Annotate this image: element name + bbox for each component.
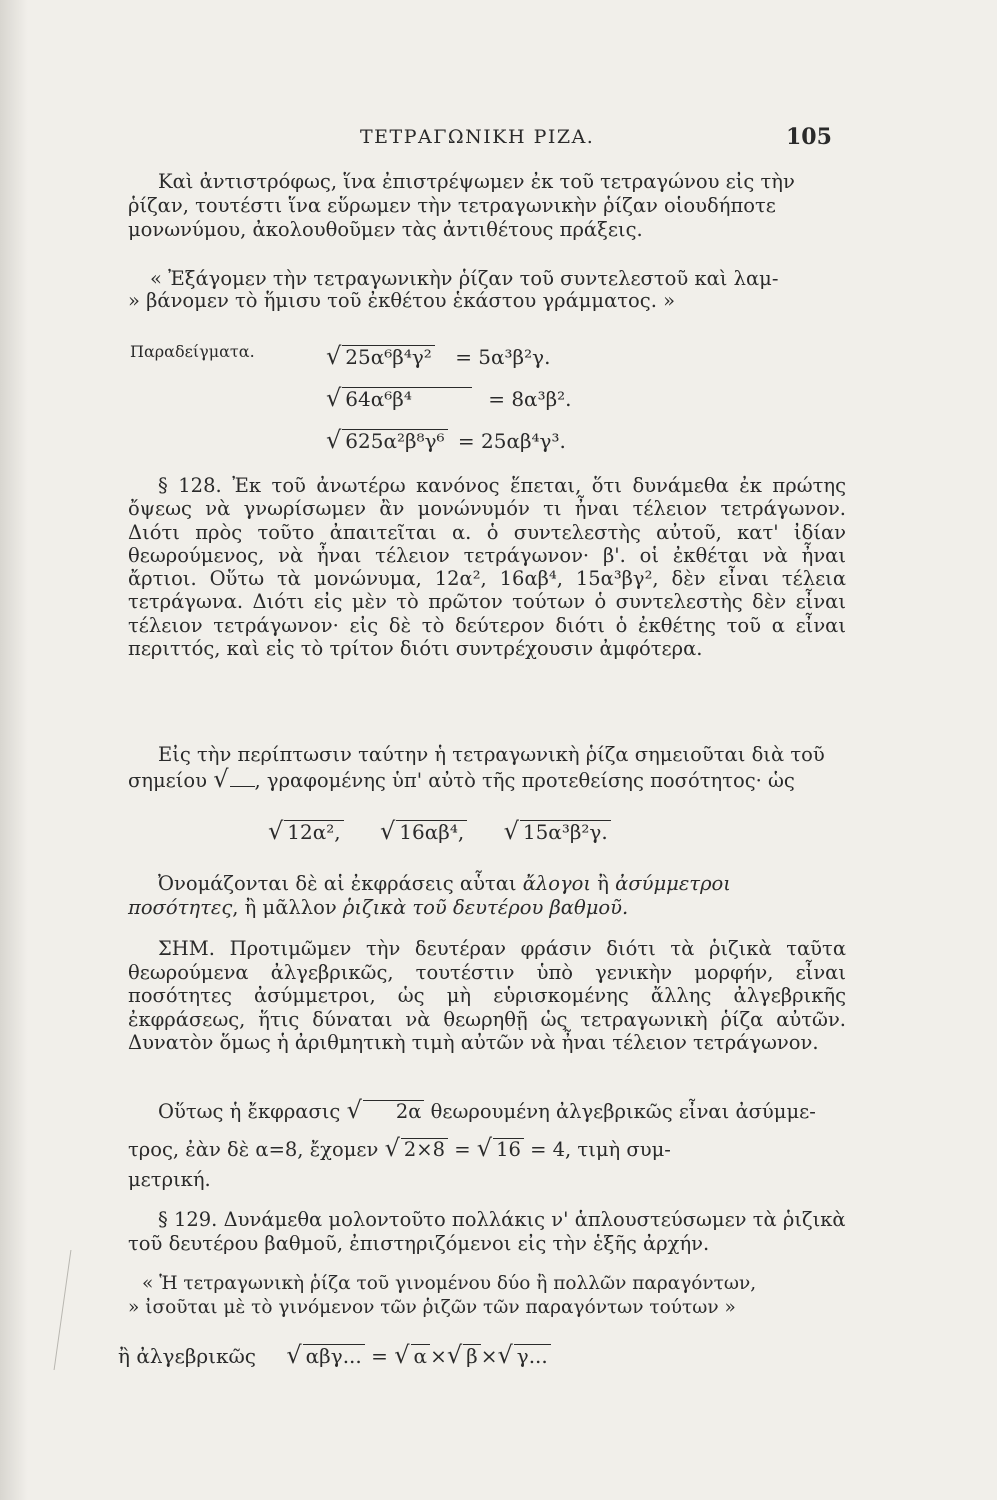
section-128-paragraph — [128, 474, 846, 660]
ex-equals: = — [454, 1138, 471, 1161]
example-1 — [326, 342, 550, 374]
examples-label: Παραδείγματα. — [130, 342, 255, 361]
ex-radicand-2x8: 2×8 — [401, 1138, 448, 1161]
times-sign: × — [480, 1344, 498, 1368]
radical-sign-paragraph — [128, 743, 846, 793]
examples-block — [130, 342, 730, 462]
term-alogoi: ἄλογοι — [522, 872, 592, 895]
radical-sign-icon: √ — [346, 1096, 362, 1124]
radical-sign-icon: √ — [326, 342, 342, 370]
alg-radicand-b: β — [463, 1344, 481, 1367]
rule-line-1: « Ἐξάγομεν τὴν τετραγωνικὴν ῥίζαν τοῦ συντελεστοῦ καὶ λαμ- — [150, 267, 779, 290]
alg-radicand-g: γ... — [514, 1344, 551, 1367]
page-header — [0, 126, 997, 156]
ex-line1-before: Οὕτως ἡ ἔκφρασις — [158, 1100, 341, 1123]
section-129-paragraph — [128, 1208, 846, 1256]
radical-sign-icon: √ — [268, 817, 284, 845]
display-radicals — [268, 817, 868, 857]
section-128 — [128, 474, 846, 660]
irrational-definition — [128, 872, 846, 920]
note-text: Προτιμῶμεν τὴν δευτέραν φράσιν διότι τὰ ῥιζικὰ ταῦτα θεωρούμενα ἀλγεβρικῶς, τουτέστιν ὑπὸ γενικὴν μορφήν, εἶναι ποσότητες ἀσύμμετροι, ὡς μὴ εὑρισκομένης ἄλλης ἀλγεβρικῆς ἐκφράσεως, ἥτις δύναται νὰ θεωρηθῇ ὡς τετραγωνικὴ ῥίζα αὐτῶν. Δυνατὸν ὅμως ἡ ἀριθμητικὴ τιμὴ αὐτῶν νὰ ἦναι τέλειον τετράγωνον. — [128, 937, 846, 1054]
empty-radical — [230, 786, 255, 787]
product-rule-line-2: » ἰσοῦται μὲ τὸ γινόμενον τῶν ῥιζῶν τῶν παραγόντων τούτων » — [128, 1297, 736, 1318]
numeric-example-line-3: μετρική. — [128, 1168, 211, 1191]
numeric-example — [128, 1092, 846, 1192]
note-label: ΣΗΜ. — [158, 937, 215, 960]
irrational-text — [128, 872, 846, 920]
display-radical-2: 16αβ⁴, — [396, 820, 467, 843]
ex-line1-after: θεωρουμένη ἀλγεβρικῶς εἶναι ἀσύμμε- — [430, 1100, 816, 1123]
example-3-result: = 25αβ⁴γ³. — [457, 429, 566, 453]
radical-sign-icon: √ — [503, 817, 519, 845]
numeric-example-line-2 — [128, 1130, 846, 1168]
radical-sign-icon: √ — [286, 1341, 302, 1369]
rule-line-2: » βάνομεν τὸ ἥμισυ τοῦ ἐκθέτου ἑκάστου γράμματος. » — [128, 289, 676, 312]
section-129-text: Δυνάμεθα μολοντοῦτο πολλάκις ν' ἁπλουστεύσωμεν τὰ ῥιζικὰ τοῦ δευτέρου βαθμοῦ, ἐπιστηριζόμενοι εἰς τὴν ἑξῆς ἀρχήν. — [128, 1208, 846, 1255]
display-radical-1: 12α², — [284, 820, 343, 843]
para3-mid: , ἢ μᾶλλον — [232, 896, 337, 919]
example-2-result: = 8α³β². — [488, 387, 572, 411]
radical-sign-icon: √ — [326, 384, 342, 412]
paragraph-inverse — [128, 170, 846, 242]
example-1-radicand: 25α⁶β⁴γ² — [342, 345, 435, 368]
radical-sign-icon: √ — [213, 765, 229, 793]
rule-quote — [128, 268, 846, 312]
radical-sign-icon: √ — [446, 1341, 463, 1369]
section-128-heading: § 128. — [158, 474, 222, 497]
ex-radicand-16: 16 — [493, 1138, 524, 1161]
section-129-heading: § 129. — [158, 1208, 218, 1231]
para2-after: , γραφομένης ὑπ' αὐτὸ τῆς προτεθείσης ποσότητος· ὡς — [254, 769, 795, 792]
alg-label: ἢ ἀλγεβρικῶς — [118, 1344, 257, 1368]
running-title: ΤΕΤΡΑΓΩΝΙΚΗ ΡΙΖΑ. — [360, 126, 595, 148]
alg-equals: = — [371, 1344, 388, 1368]
paragraph-text: Καὶ ἀντιστρόφως, ἵνα ἐπιστρέψωμεν ἐκ τοῦ τετραγώνου εἰς τὴν ῥίζαν, τουτέστι ἵνα εὕρωμεν τὴν τετραγωνικὴν ῥίζαν οἱουδήποτε μονωνύμου, ἀκολουθοῦμεν τὰς ἀντιθέτους πράξεις. — [128, 170, 795, 241]
example-2 — [326, 384, 572, 416]
page-number: 105 — [786, 124, 832, 150]
product-rule-line-1: « Ἡ τετραγωνικὴ ῥίζα τοῦ γινομένου δύο ἢ πολλῶν παραγόντων, — [142, 1273, 757, 1294]
term-rizika: ῥιζικὰ τοῦ δευτέρου βαθμοῦ. — [342, 896, 629, 919]
product-rule — [128, 1272, 846, 1320]
para3-or: ἢ — [597, 872, 609, 895]
alg-radicand-product: αβγ... — [303, 1344, 365, 1367]
algebraic-identity — [118, 1341, 836, 1369]
ex-line2-before: τρος, ἐὰν δὲ α=8, ἔχομεν — [128, 1138, 379, 1161]
section-128-text: Ἐκ τοῦ ἀνωτέρω κανόνος ἕπεται, ὅτι δυνάμεθα ἐκ πρώτης ὄψεως νὰ γνωρίσωμεν ἂν μονώνυμόν τι ἦναι τέλειον τετράγωνον. Διότι πρὸς τοῦτο ἀπαιτεῖται α. ὁ συντελεστὴς αὐτοῦ, κατ' ἰδίαν θεωρούμενος, νὰ ἦναι τέλειον τετράγωνον· β'. οἱ ἐκθέται νὰ ἦναι ἄρτιοι. Οὕτω τὰ μονώνυμα, 12α², 16αβ⁴, 15α³βγ², δὲν εἶναι τέλεια τετράγωνα. Διότι εἰς μὲν τὸ πρῶτον τούτων ὁ συντελεστὴς δὲν εἶναι τέλειον τετράγωνον· εἰς δὲ τὸ δεύτερον διότι ὁ ἐκθέτης τοῦ α εἶναι περιττός, καὶ εἰς τὸ τρίτον διότι συντρέχουσιν ἀμφότερα. — [128, 474, 846, 661]
term-asymmetroi: ἀσύμμετροι ποσότητες — [128, 872, 731, 919]
radical-sign-icon: √ — [497, 1341, 513, 1369]
page-gutter-shadow — [0, 0, 28, 1500]
radical-sign-icon: √ — [384, 1134, 400, 1162]
radical-sign-icon: √ — [394, 1341, 410, 1369]
times-sign: × — [430, 1344, 447, 1368]
display-radical-3: 15α³β²γ. — [520, 820, 611, 843]
radical-sign-icon: √ — [326, 426, 342, 454]
example-3-radicand: 625α²β⁸γ⁶ — [342, 429, 447, 452]
alg-radicand-a: α — [411, 1344, 431, 1367]
ex-line2-after: = 4, τιμὴ συμ- — [530, 1138, 671, 1161]
example-2-radicand: 64α⁶β⁴ — [342, 387, 472, 410]
note-block — [128, 937, 846, 1055]
ex-radicand-2a: 2α — [363, 1100, 425, 1123]
example-3 — [326, 426, 566, 458]
radical-sign-icon: √ — [380, 817, 396, 845]
radical-sign-text — [128, 743, 846, 793]
note-paragraph — [128, 937, 846, 1055]
para2-before: Εἰς τὴν περίπτωσιν ταύτην ἡ τετραγωνικὴ ῥίζα σημειοῦται διὰ τοῦ σημείου — [128, 743, 825, 792]
para3-before: Ὀνομάζονται δὲ αἱ ἐκφράσεις αὗται — [158, 872, 517, 895]
numeric-example-line-1 — [128, 1092, 846, 1130]
radical-sign-icon: √ — [476, 1134, 493, 1162]
example-1-result: = 5α³β²γ. — [455, 345, 551, 369]
section-129 — [128, 1208, 846, 1256]
